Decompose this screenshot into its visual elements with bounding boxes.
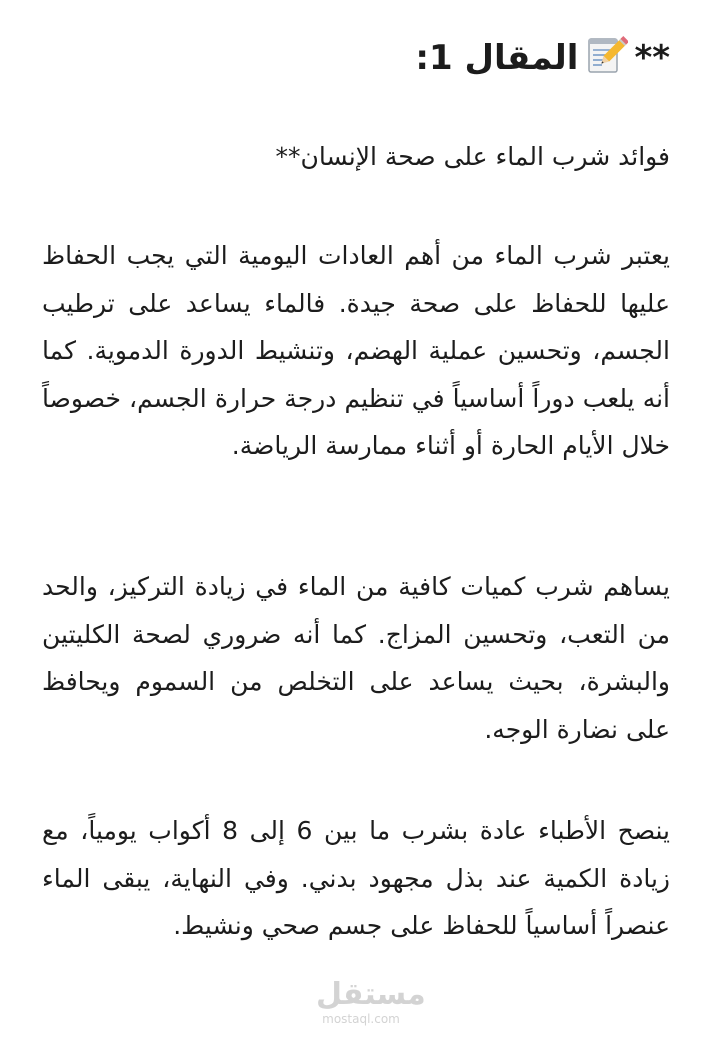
paragraph-intro: يعتبر شرب الماء من أهم العادات اليومية التي يجب الحفاظ عليها للحفاظ على صحة جيدة. فالماء يساعد على ترطيب الجسم، وتحسين عملية الهضم، وتنشيط الدورة الدموية. كما أنه يلعب دوراً أساسياً في تنظيم درجة حرارة الجسم، خصوصاً خلال الأيام الحارة أو أثناء ممارسة الرياضة.: [42, 241, 670, 460]
heading-prefix: **: [634, 38, 670, 78]
paragraph-recommendation: ينصح الأطباء عادة بشرب ما بين 6 إلى 8 أكواب يومياً، مع زيادة الكمية عند بذل مجهود بدني. وفي النهاية، يبقى الماء عنصراً أساسياً للحفاظ على جسم صحي ونشيط.: [42, 816, 670, 940]
heading-title: المقال 1:: [415, 38, 579, 78]
mostaql-watermark: [316, 977, 426, 1026]
article-heading: [415, 30, 670, 86]
watermark-domain: mostaql.com: [322, 1012, 400, 1026]
paragraph-benefits: يساهم شرب كميات كافية من الماء في زيادة التركيز، والحد من التعب، وتحسين المزاج. كما أنه ضروري لصحة الكليتين والبشرة، بحيث يساعد على التخلص من السموم ويحافظ على نضارة الوجه.: [42, 572, 670, 744]
memo-pencil-icon: [584, 33, 628, 77]
watermark-logo: مستقل: [316, 977, 426, 1012]
article-subtitle: فوائد شرب الماء على صحة الإنسان**: [275, 142, 670, 171]
